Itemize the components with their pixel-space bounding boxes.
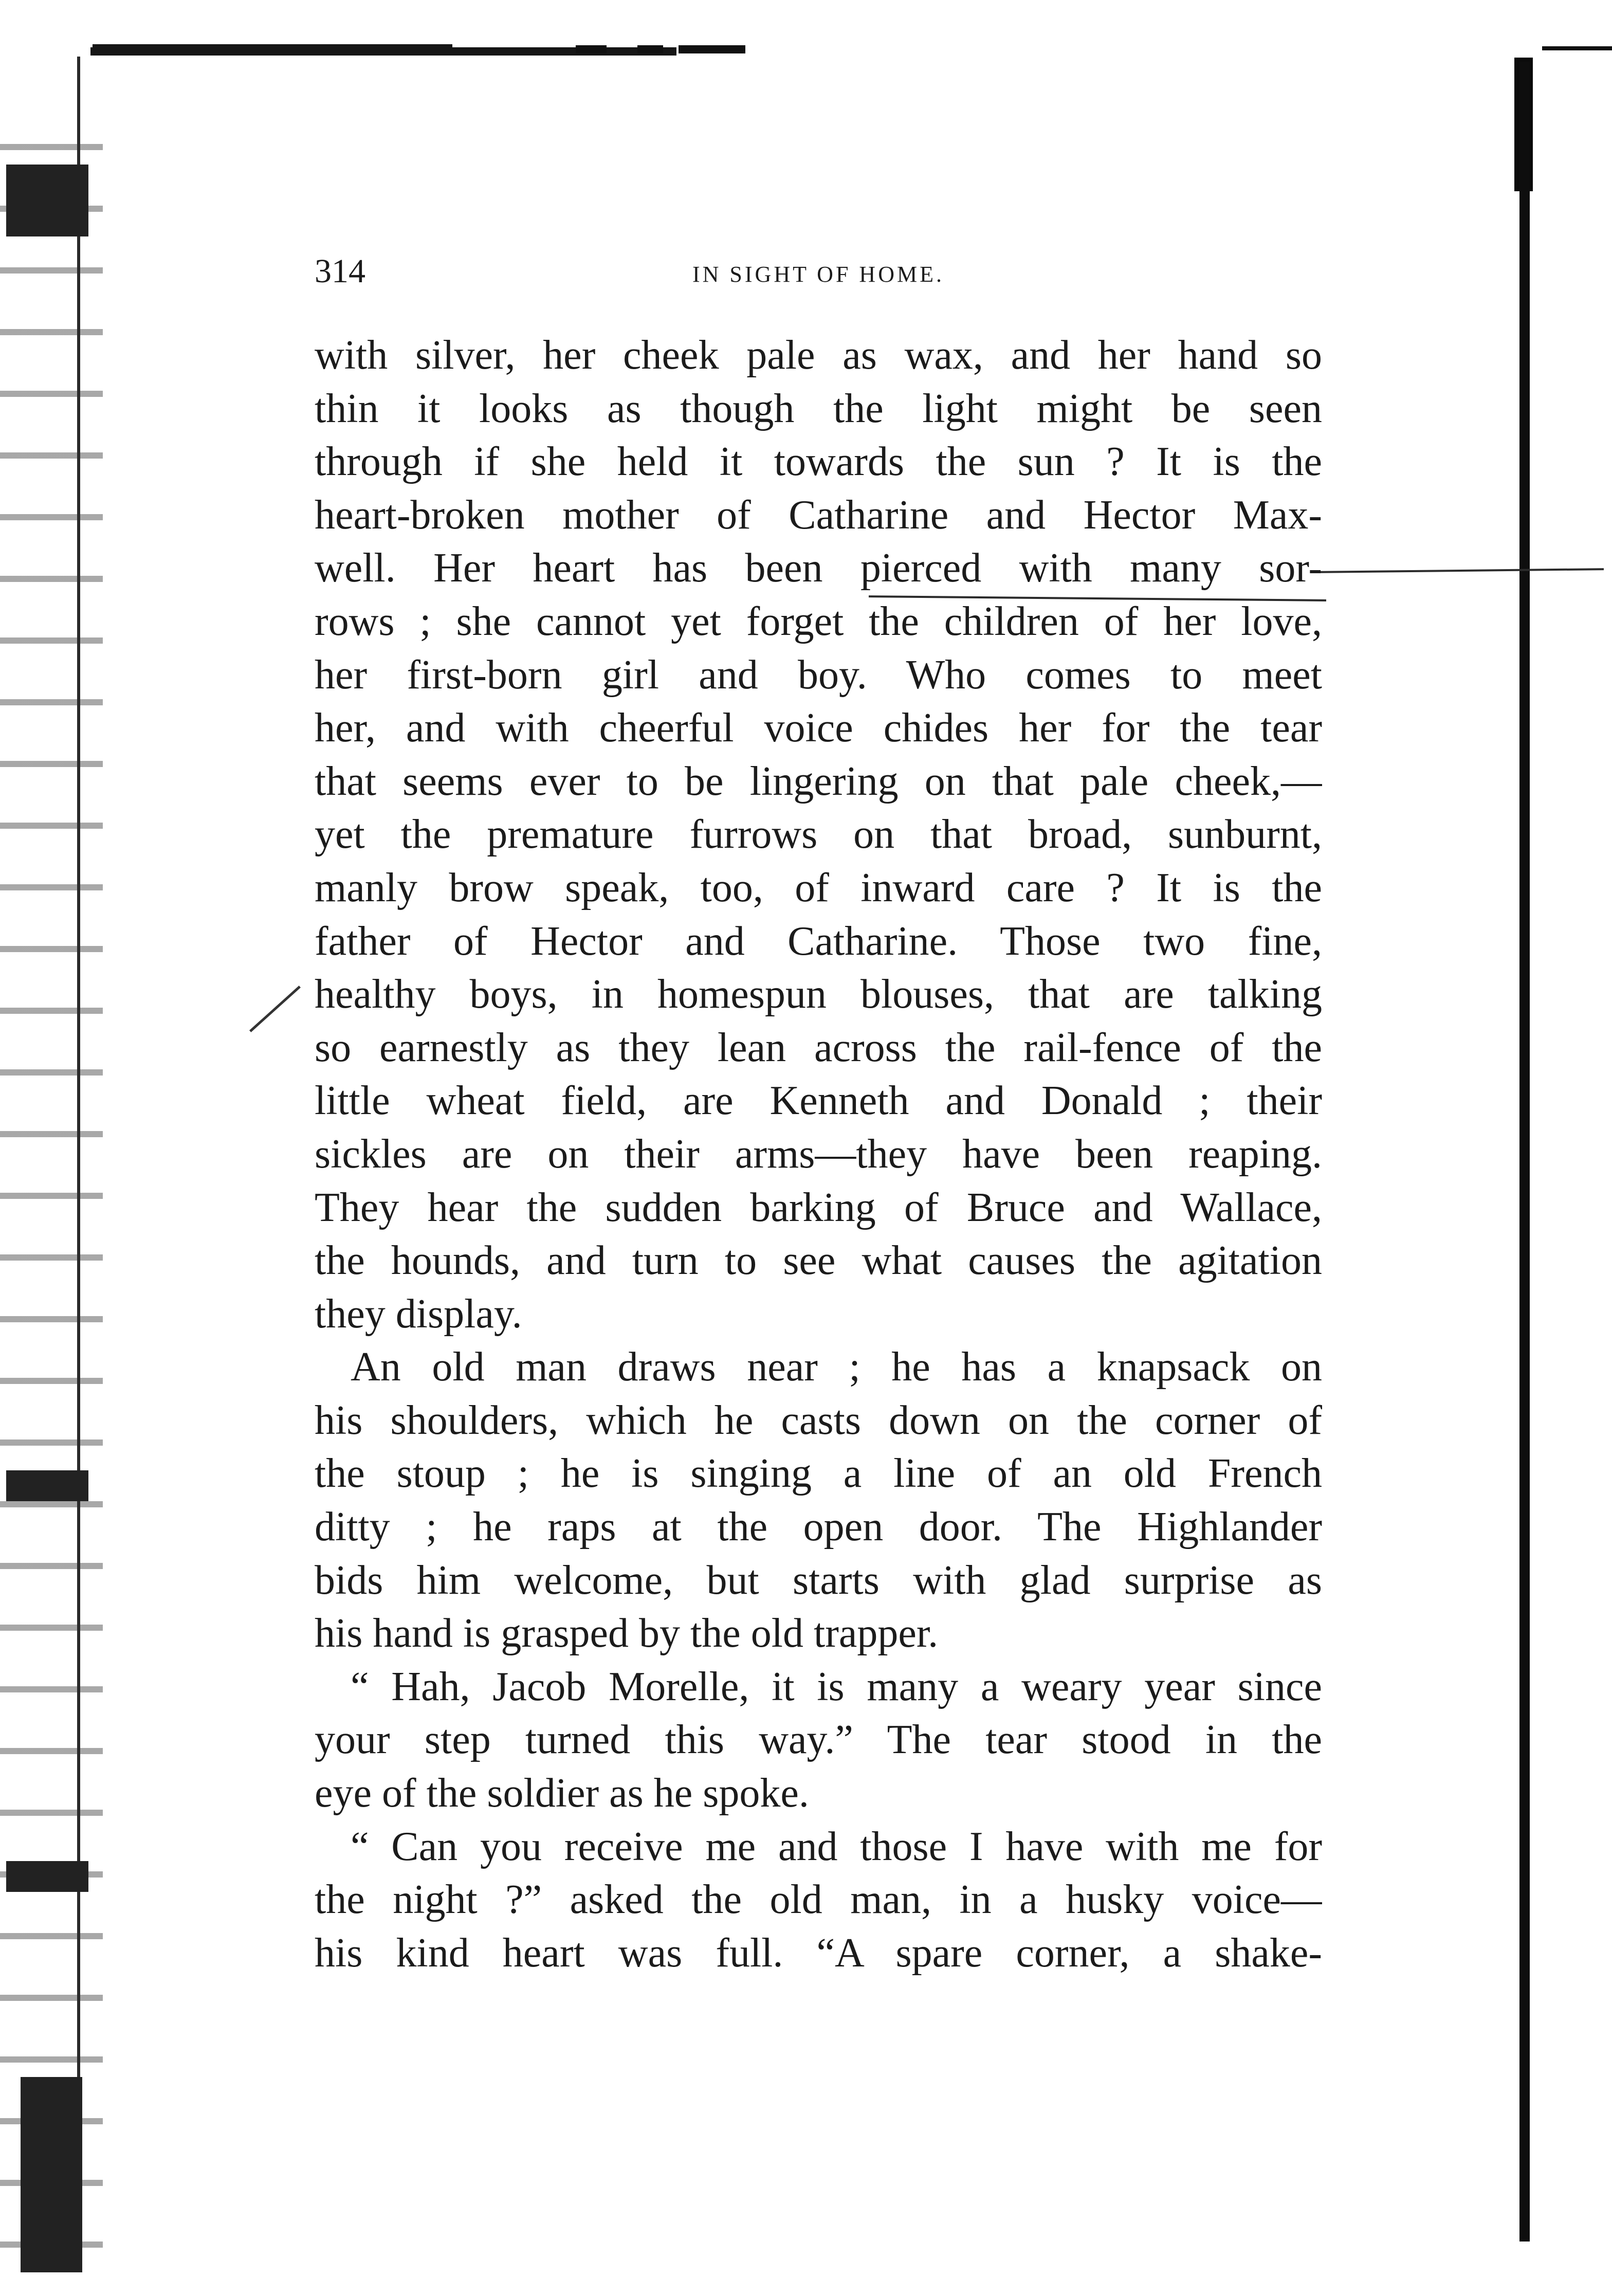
scan-left-block [6, 165, 88, 236]
text-line: thin it looks as though the light might be seen [315, 386, 1322, 431]
text-line: “ Hah, Jacob Morelle, it is many a weary year since [351, 1664, 1322, 1709]
text-line: An old man draws near ; he has a knapsack on [351, 1344, 1322, 1390]
scan-top-dash [637, 45, 663, 53]
text-line: eye of the soldier as he spoke. [315, 1771, 809, 1816]
text-line: well. Her heart has been pierced with many sor- [315, 545, 1322, 591]
text-line: her, and with cheerful voice chides her for the tear [315, 705, 1322, 751]
text-line: her first-born girl and boy. Who comes to meet [315, 652, 1322, 698]
text-line: father of Hector and Catharine. Those two fine, [315, 918, 1322, 964]
text-line: little wheat field, are Kenneth and Donald ; their [315, 1078, 1322, 1124]
scan-left-block [21, 2077, 82, 2272]
text-line: heart-broken mother of Catharine and Hector Max- [315, 492, 1322, 538]
scan-right-binding [1519, 62, 1530, 2242]
text-line: with silver, her cheek pale as wax, and her hand so [315, 333, 1322, 378]
text-line: so earnestly as they lean across the rail-fence of the [315, 1025, 1322, 1070]
scan-left-edge-noise [0, 123, 103, 2283]
scan-left-block [6, 1861, 88, 1892]
scan-right-edge-tip [1542, 46, 1612, 50]
text-line: through if she held it towards the sun ? It is the [315, 439, 1322, 485]
text-line: bids him welcome, but starts with glad surprise as [315, 1557, 1322, 1603]
running-title: IN SIGHT OF HOME. [692, 262, 944, 287]
text-line: “ Can you receive me and those I have with me for [351, 1824, 1322, 1869]
text-line: his shoulders, which he casts down on the corner of [315, 1397, 1322, 1443]
scan-margin-crossline [1316, 568, 1604, 573]
body-text [315, 329, 1343, 1980]
text-line: ditty ; he raps at the open door. The Highlander [315, 1504, 1322, 1550]
text-line: the stoup ; he is singing a line of an old French [315, 1451, 1322, 1497]
text-line: sickles are on their arms—they have been reaping. [315, 1131, 1322, 1177]
page-number: 314 [315, 252, 365, 290]
text-line: his hand is grasped by the old trapper. [315, 1611, 939, 1656]
text-line: that seems ever to be lingering on that pale cheek,— [315, 758, 1322, 804]
text-line: manly brow speak, too, of inward care ? It is the [315, 865, 1322, 910]
text-line: they display. [315, 1291, 522, 1337]
scan-top-dash [679, 45, 745, 53]
text-line: the night ?” asked the old man, in a husky voice— [315, 1877, 1322, 1923]
text-line: your step turned this way.” The tear stood in the [315, 1717, 1322, 1763]
text-line: healthy boys, in homespun blouses, that are talking [315, 972, 1322, 1017]
page-header [315, 252, 1322, 298]
text-line: the hounds, and turn to see what causes the agitation [315, 1238, 1322, 1284]
text-line: rows ; she cannot yet forget the children of her love, [315, 598, 1322, 644]
scan-left-block [6, 1470, 88, 1501]
scan-top-dash [576, 45, 607, 53]
text-line: yet the premature furrows on that broad, sunburnt, [315, 812, 1322, 858]
pencil-margin-mark [249, 986, 301, 1032]
text-line: his kind heart was full. “A spare corner, a shake- [315, 1930, 1322, 1976]
scan-left-margin-line [77, 57, 80, 2267]
text-line: They hear the sudden barking of Bruce and Wallace, [315, 1185, 1322, 1230]
